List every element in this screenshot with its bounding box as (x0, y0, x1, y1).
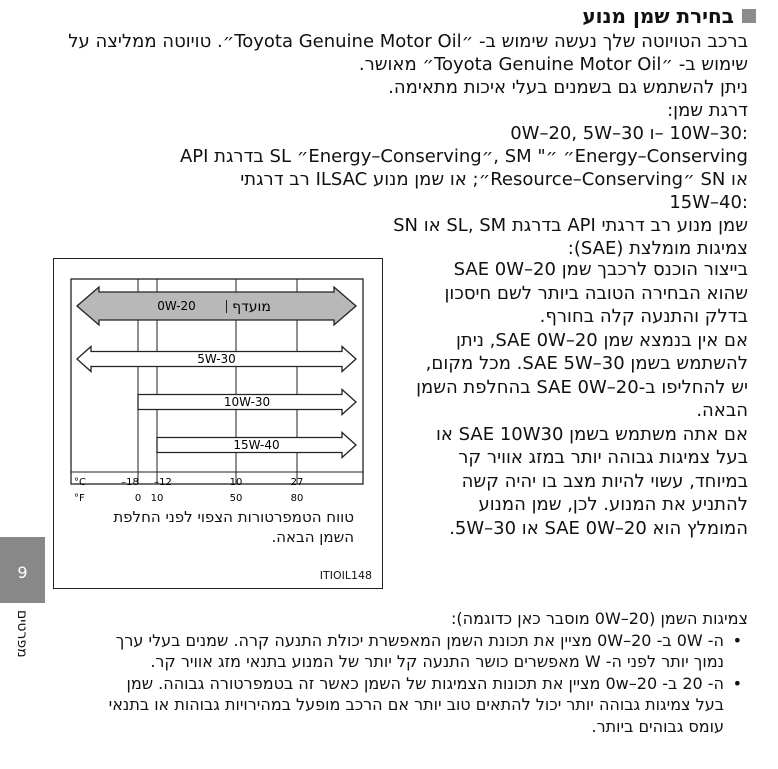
recommendation-line: המומלץ הוא SAE 0W–20 או 5W–30. (449, 517, 748, 539)
recommendation-line: אם אין בנמצא שמן SAE 0W–20, ניתן (455, 329, 748, 351)
intro-text (48, 30, 748, 260)
bullet-icon: • (732, 630, 742, 650)
recommendation-line: במיוחד, עשוי להיות מצב בו יהיה קשה (461, 470, 748, 492)
chapter-label: מפרטים (14, 610, 30, 658)
list-item-line: עומס גבוהים ביותר. (591, 716, 724, 736)
list-item (58, 630, 748, 673)
grade-label: 0W-20 (157, 299, 196, 313)
grade-label: 15W-40 (233, 438, 280, 452)
recommendation-line: יש להחליפו ב-SAE 0W–20 בהחלפת השמן (416, 376, 748, 398)
grade-label: 5W-30 (197, 352, 236, 366)
intro-line: ברכב הטויוטה שלך נעשה שימוש ב- ״Toyota Genuine Motor Oil״. טויוטה ממליצה על (68, 31, 748, 52)
list-item-line: בעל צמיגות גבוהה יותר יכול להתאים טוב יותר אם הרכב מופעל במהירויות גבוהות או בתנאי (108, 695, 724, 714)
recommendation-line: בדלק והתנעה קלה בחורף. (539, 306, 748, 327)
preferred-label: מועדף (232, 299, 271, 315)
recommendation-line: אם אתה משתמש בשמן SAE 10W30 או (435, 423, 748, 445)
recommendation-line: להתניע את המנוע. לכן, שמן המנוע (478, 494, 748, 515)
list-item (58, 673, 748, 738)
fahrenheit-tick-label: 50 (229, 493, 243, 504)
recommendation-line: בעל צמיגות גבוהה יותר במזג אוויר קר (458, 447, 748, 468)
chapter-number: 9 (17, 563, 28, 582)
celsius-tick-label: 27 (290, 477, 304, 488)
fahrenheit-unit: °F (74, 493, 85, 504)
grade-label: 10W-30 (223, 395, 271, 409)
bullet-icon: • (732, 673, 742, 693)
recommendation-line: הבאה. (696, 400, 748, 421)
intro-line: שמן מנוע רב דרגתי API בדרגת SL, SM או SN (393, 215, 748, 236)
intro-line: :15W–40 (669, 192, 748, 213)
intro-line: או SN ״Resource–Conserving״; או שמן מנוע ILSAC רב דרגתי (240, 169, 748, 190)
fahrenheit-tick-label: 0 (134, 493, 142, 504)
recommendation-line: להשתמש בשמן SAE 5W–30. מכל מקום, (425, 353, 748, 374)
list-item-line: ה- 0W ב- 0W–20 מציין את תכונת השמן המאפשרת יכולת התנעה קרה. שמנים בעלי ערך (115, 630, 724, 650)
section-heading (582, 4, 756, 28)
recommendation-line: בייצור הוכנס לרכבך שמן SAE 0W–20 (453, 259, 748, 280)
viscosity-chart (54, 259, 381, 509)
recommendation-text (393, 258, 748, 540)
viscosity-range-arrow (77, 287, 356, 325)
list-item-line: ה- 20 ב- 0w–20 מציין את תכונות הצמיגות של השמן כאשר זה בטמפרטורה גבוהה. שמן (126, 673, 724, 693)
figure-caption (54, 507, 354, 547)
fahrenheit-tick-label: 80 (290, 493, 304, 504)
recommendation-line: שהוא הבחירה הטובה ביותר לשם חיסכון (444, 282, 748, 304)
figure-id: ITIOIL148 (319, 569, 372, 582)
caption-line: טווח הטמפרטורות הצפוי לפני החלפת (113, 508, 354, 526)
celsius-tick-label: 10 (229, 477, 243, 488)
fahrenheit-tick-label: 10 (150, 493, 164, 504)
viscosity-figure (53, 258, 383, 589)
intro-line: צמיגות מומלצת (SAE): (567, 238, 748, 259)
celsius-unit: °C (74, 477, 86, 488)
celsius-tick-label: –12 (154, 477, 172, 488)
list-item-line: נמוך יותר לפני ה- W מאפשרים כושר התנעה קל יותר של המנוע בתנאי מזג אוויר קר. (150, 652, 724, 671)
square-bullet-icon (742, 9, 756, 23)
intro-line: Energy–Conserving״ ״" SM ,״Energy–Conserving״ SL בדרגת API (179, 146, 748, 167)
caption-line: השמן הבאה. (271, 528, 354, 546)
celsius-tick-label: –18 (121, 477, 139, 488)
intro-line: דרגת שמן: (667, 100, 748, 121)
section-title: בחירת שמן מנוע (582, 4, 734, 28)
explanation-intro: צמיגות השמן (0W–20 מוסבר כאן כדוגמה): (451, 609, 748, 628)
intro-line: :10W–30 –ו 0W–20, 5W–30 (510, 123, 748, 144)
intro-line: ניתן להשתמש גם בשמנים בעלי איכות מתאימה. (388, 77, 748, 98)
viscosity-explanation (58, 608, 748, 737)
intro-line: שימוש ב- ״Toyota Genuine Motor Oil״ מאושר. (358, 54, 748, 75)
